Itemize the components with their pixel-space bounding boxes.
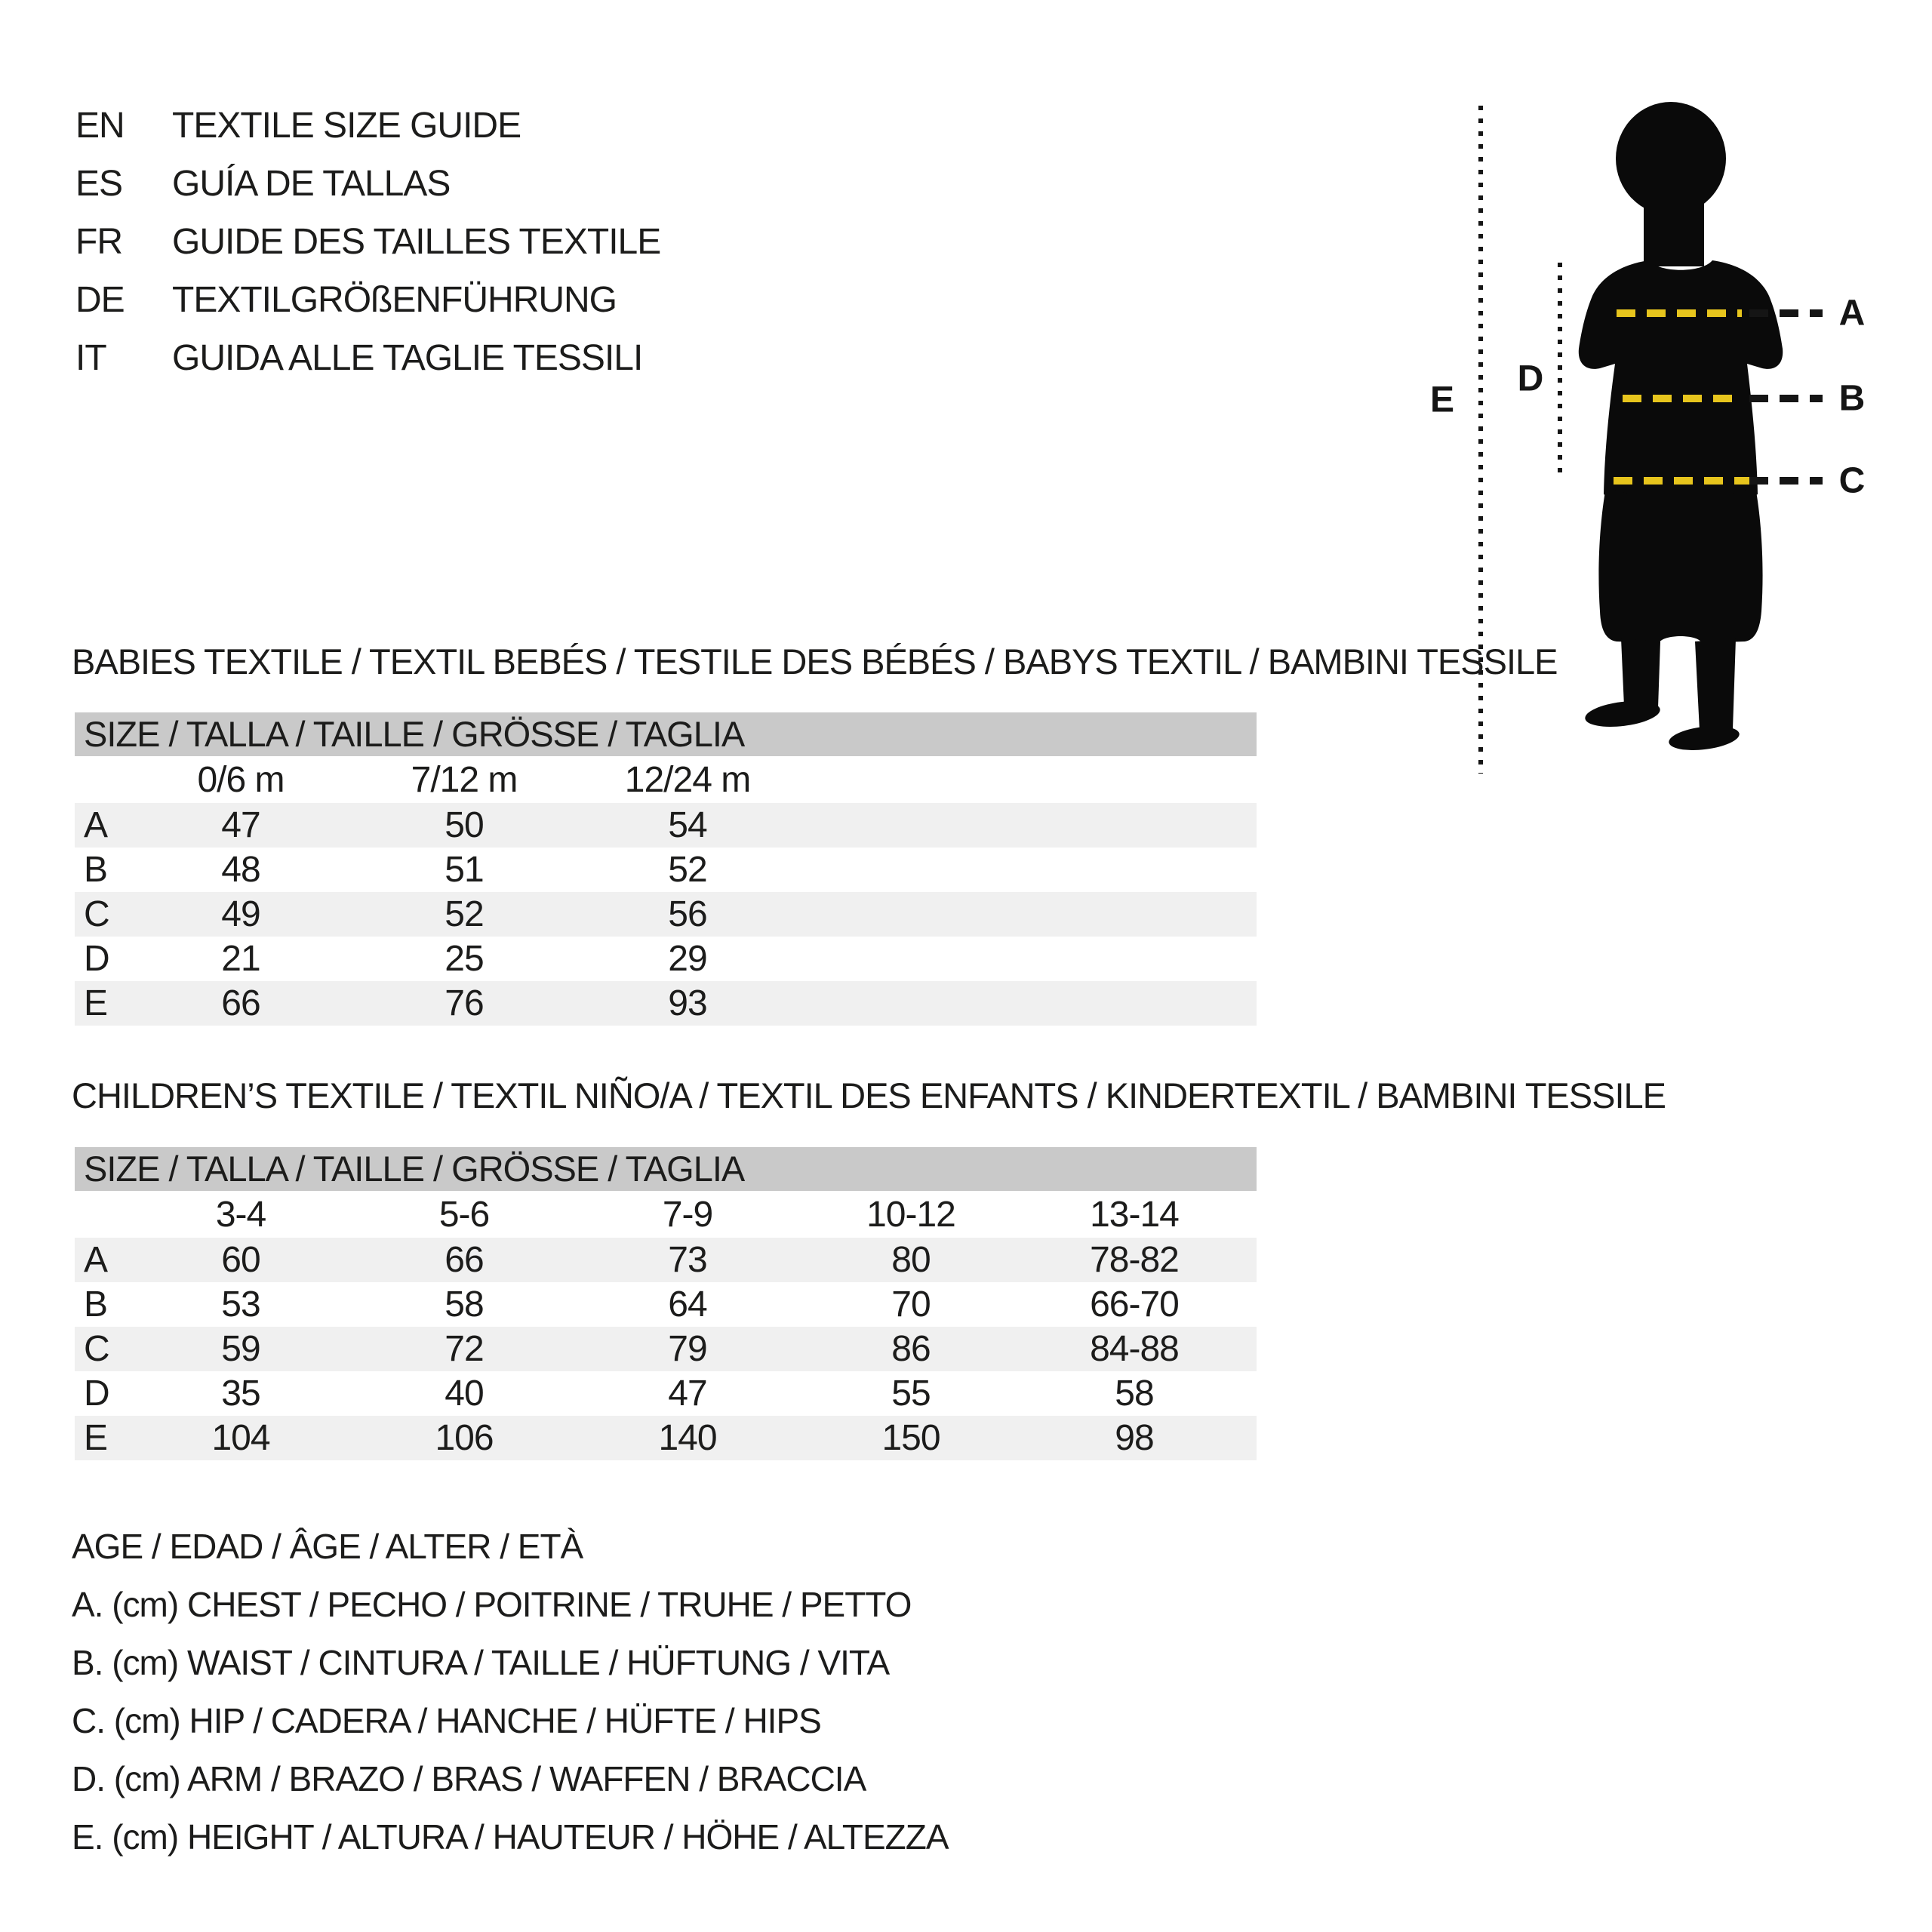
cell: 29 (668, 939, 707, 979)
child-silhouette (1579, 102, 1783, 754)
row-label: C (84, 894, 109, 934)
row-label: B (84, 1284, 108, 1324)
cell: 40 (445, 1374, 484, 1414)
children-section-title: CHILDREN’S TEXTILE / TEXTIL NIÑO/A / TEXTIL DES ENFANTS / KINDERTEXTIL / BAMBINI TESSILE (72, 1075, 1666, 1115)
babies-table-header: SIZE / TALLA / TAILLE / GRÖSSE / TAGLIA (75, 712, 1257, 756)
cell: 25 (445, 939, 484, 979)
cell: 53 (221, 1284, 260, 1324)
silhouette-neck (1644, 195, 1704, 266)
row-label: A (84, 805, 108, 845)
figure-label-c: C (1838, 460, 1866, 501)
language-code: EN (75, 106, 125, 146)
language-title-list (75, 97, 660, 387)
row-label: B (84, 850, 108, 890)
guide-title-fr: GUIDE DES TAILLES TEXTILE (172, 222, 661, 262)
language-row-de (75, 271, 660, 329)
legend-item-arm: D. (cm) ARM / BRAZO / BRAS / WAFFEN / BRACCIA (72, 1758, 866, 1798)
legend-item-height: E. (cm) HEIGHT / ALTURA / HAUTEUR / HÖHE / ALTEZZA (72, 1817, 949, 1857)
figure-label-a: A (1838, 293, 1866, 334)
cell: 52 (668, 850, 707, 890)
cell: 58 (1115, 1374, 1154, 1414)
row-label: D (84, 1374, 109, 1414)
cell: 84-88 (1090, 1329, 1179, 1369)
table-row (75, 848, 1257, 892)
guide-title-en: TEXTILE SIZE GUIDE (172, 106, 521, 146)
language-code: DE (75, 280, 125, 320)
cell: 64 (668, 1284, 707, 1324)
guide-title-de: TEXTILGRÖßENFÜHRUNG (172, 280, 617, 320)
legend-item-waist: B. (cm) WAIST / CINTURA / TAILLE / HÜFTUNG / VITA (72, 1642, 890, 1682)
cell: 21 (221, 939, 260, 979)
cell: 58 (445, 1284, 484, 1324)
cell: 73 (668, 1240, 707, 1280)
cell: 140 (658, 1418, 717, 1458)
row-label: D (84, 939, 109, 979)
language-code: ES (75, 164, 123, 204)
language-code: IT (75, 338, 106, 378)
column-header: 7-9 (662, 1194, 713, 1235)
figure-label-b: B (1838, 378, 1866, 419)
figure-label-e: E (1429, 380, 1455, 420)
babies-column-header-row (75, 756, 1257, 803)
table-row (75, 1327, 1257, 1371)
cell: 104 (211, 1418, 270, 1458)
column-header: 7/12 m (411, 759, 518, 800)
column-header: 10-12 (866, 1194, 955, 1235)
babies-size-table (75, 712, 1257, 1026)
table-row (75, 1238, 1257, 1282)
table-row (75, 1282, 1257, 1327)
language-row-en (75, 97, 660, 155)
cell: 66 (445, 1240, 484, 1280)
guide-title-it: GUIDA ALLE TAGLIE TESSILI (172, 338, 643, 378)
cell: 51 (445, 850, 484, 890)
silhouette-shirt (1579, 260, 1783, 507)
cell: 78-82 (1090, 1240, 1179, 1280)
figure-label-d: D (1517, 358, 1544, 399)
cell: 52 (445, 894, 484, 934)
cell: 80 (891, 1240, 931, 1280)
silhouette-right-leg (1695, 638, 1736, 731)
row-label: A (84, 1240, 108, 1280)
cell: 47 (668, 1374, 707, 1414)
table-row (75, 892, 1257, 937)
cell: 55 (891, 1374, 931, 1414)
cell: 59 (221, 1329, 260, 1369)
cell: 54 (668, 805, 707, 845)
table-row (75, 981, 1257, 1026)
cell: 72 (445, 1329, 484, 1369)
children-column-header-row (75, 1191, 1257, 1238)
babies-section-title: BABIES TEXTILE / TEXTIL BEBÉS / TESTILE DES BÉBÉS / BABYS TEXTIL / BAMBINI TESSILE (72, 641, 1558, 681)
measurement-figure (1411, 83, 1909, 792)
cell: 49 (221, 894, 260, 934)
column-header: 13-14 (1090, 1194, 1179, 1235)
cell: 86 (891, 1329, 931, 1369)
children-table-header: SIZE / TALLA / TAILLE / GRÖSSE / TAGLIA (75, 1147, 1257, 1191)
cell: 66-70 (1090, 1284, 1179, 1324)
column-header: 12/24 m (624, 759, 751, 800)
table-row (75, 937, 1257, 981)
cell: 70 (891, 1284, 931, 1324)
cell: 98 (1115, 1418, 1154, 1458)
children-size-table (75, 1147, 1257, 1460)
legend-item-hip: C. (cm) HIP / CADERA / HANCHE / HÜFTE / HIPS (72, 1700, 821, 1740)
measurement-legend (72, 1517, 949, 1866)
language-row-it (75, 329, 660, 387)
row-label: E (84, 1418, 108, 1458)
cell: 56 (668, 894, 707, 934)
column-header: 0/6 m (197, 759, 285, 800)
language-row-fr (75, 213, 660, 271)
cell: 60 (221, 1240, 260, 1280)
cell: 76 (445, 983, 484, 1023)
table-row (75, 1416, 1257, 1460)
cell: 47 (221, 805, 260, 845)
guide-title-es: GUÍA DE TALLAS (172, 164, 451, 204)
legend-item-chest: A. (cm) CHEST / PECHO / POITRINE / TRUHE / PETTO (72, 1584, 912, 1624)
cell: 48 (221, 850, 260, 890)
row-label: C (84, 1329, 109, 1369)
column-header: 5-6 (438, 1194, 490, 1235)
cell: 35 (221, 1374, 260, 1414)
table-row (75, 1371, 1257, 1416)
language-row-es (75, 155, 660, 213)
column-header: 3-4 (215, 1194, 266, 1235)
cell: 93 (668, 983, 707, 1023)
cell: 66 (221, 983, 260, 1023)
silhouette-shorts (1598, 487, 1762, 643)
cell: 106 (435, 1418, 494, 1458)
cell: 79 (668, 1329, 707, 1369)
cell: 150 (881, 1418, 940, 1458)
language-code: FR (75, 222, 122, 262)
cell: 50 (445, 805, 484, 845)
table-row (75, 803, 1257, 848)
silhouette-left-leg (1621, 638, 1660, 708)
row-label: E (84, 983, 108, 1023)
legend-age-line: AGE / EDAD / ÂGE / ALTER / ETÀ (72, 1526, 583, 1566)
